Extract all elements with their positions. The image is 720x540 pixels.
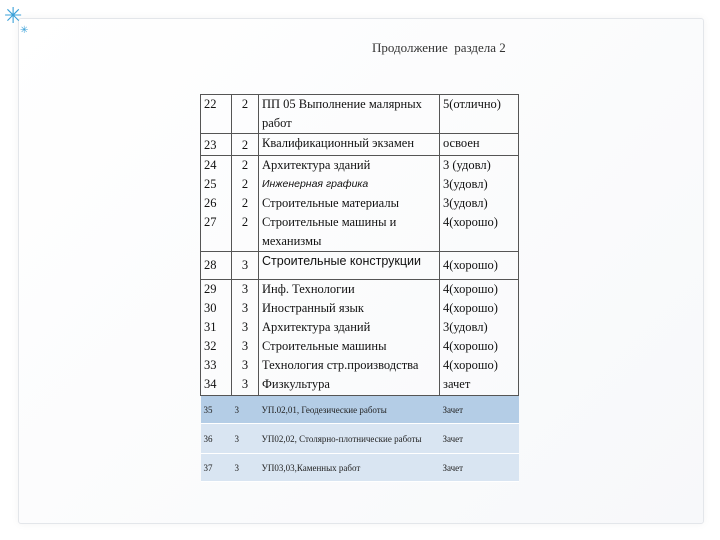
row-course: 3	[241, 339, 249, 353]
table-row	[201, 424, 519, 454]
row-subject: Архитектура зданий	[262, 158, 371, 172]
row-subject: Строительные конструкции	[259, 252, 440, 280]
row-subject: Иностранный язык	[262, 301, 364, 315]
sparkle-icon: ✳	[20, 25, 29, 36]
row-course: 2	[232, 95, 259, 134]
row-subject: УП02,02, Столярно-плотнические работы	[259, 424, 440, 454]
sparkle-icon: ✳	[4, 4, 23, 29]
page-title: Продолжение раздела 2	[372, 40, 506, 55]
row-number: 36	[201, 424, 232, 454]
row-subject: Архитектура зданий	[262, 320, 371, 334]
row-course: 3	[241, 282, 249, 296]
row-number: 23	[201, 134, 232, 156]
row-number-group	[201, 156, 232, 252]
row-number: 27	[204, 215, 217, 229]
row-number: 37	[201, 454, 232, 482]
row-grade: Зачет	[440, 454, 519, 482]
row-grade-group	[440, 280, 519, 396]
row-number: 22	[201, 95, 232, 134]
row-course: 2	[241, 215, 249, 229]
row-number: 28	[201, 252, 232, 280]
row-subject: Квалификационный экзамен	[259, 134, 440, 156]
row-grade: 4(хорошо)	[440, 252, 519, 280]
row-grade: 4(хорошо)	[443, 301, 498, 315]
row-subject: Строительные материалы	[262, 196, 399, 210]
row-course: 3	[241, 320, 249, 334]
row-grade: 3(удовл)	[443, 320, 488, 334]
row-subject: УП.02,01, Геодезические работы	[259, 396, 440, 424]
grades-table	[200, 94, 519, 482]
row-course: 2	[241, 196, 249, 210]
table-row	[201, 156, 519, 252]
row-number: 32	[204, 339, 217, 353]
row-grade: 4(хорошо)	[443, 282, 498, 296]
row-grade: 3(удовл)	[443, 177, 488, 191]
row-subject-group	[259, 280, 440, 396]
row-number: 24	[204, 158, 217, 172]
row-course: 2	[241, 177, 249, 191]
row-grade: 4(хорошо)	[443, 339, 498, 353]
row-number: 33	[204, 358, 217, 372]
row-subject: УП03,03,Каменных работ	[259, 454, 440, 482]
row-course: 2	[241, 158, 249, 172]
table-row	[201, 134, 519, 156]
row-grade: Зачет	[440, 396, 519, 424]
row-grade: освоен	[440, 134, 519, 156]
row-course: 3	[241, 377, 249, 391]
row-subject: Инженерная графика	[262, 178, 369, 190]
row-grade: Зачет	[440, 424, 519, 454]
row-grade: зачет	[443, 377, 471, 391]
row-course-group	[232, 156, 259, 252]
row-number-group	[201, 280, 232, 396]
row-grade: 5(отлично)	[440, 95, 519, 134]
row-subject: Строительные машины	[262, 339, 387, 353]
row-number: 30	[204, 301, 217, 315]
row-subject: Инф. Технологии	[262, 282, 355, 296]
row-subject: Технология стр.производства	[262, 358, 419, 372]
table-row	[201, 396, 519, 424]
row-number: 26	[204, 196, 217, 210]
row-grade: 4(хорошо)	[443, 215, 498, 229]
row-course-group	[232, 280, 259, 396]
row-course: 3	[232, 396, 259, 424]
table-row	[201, 454, 519, 482]
row-number: 29	[204, 282, 217, 296]
row-course: 3	[232, 424, 259, 454]
row-subject: Строительные машины и механизмы	[262, 215, 397, 248]
row-grade: 3(удовл)	[443, 196, 488, 210]
row-number: 25	[204, 177, 217, 191]
table-row	[201, 95, 519, 134]
row-grade-group	[440, 156, 519, 252]
row-subject: ПП 05 Выполнение малярных работ	[259, 95, 440, 134]
row-course: 3	[241, 358, 249, 372]
row-course: 2	[232, 134, 259, 156]
row-subject-group	[259, 156, 440, 252]
row-number: 35	[201, 396, 232, 424]
row-course: 3	[232, 454, 259, 482]
table-row	[201, 280, 519, 396]
row-grade: 4(хорошо)	[443, 358, 498, 372]
row-number: 34	[204, 377, 217, 391]
row-grade: 3 (удовл)	[443, 158, 491, 172]
table-row	[201, 252, 519, 280]
row-course: 3	[232, 252, 259, 280]
row-course: 3	[241, 301, 249, 315]
row-number: 31	[204, 320, 217, 334]
row-subject: Физкультура	[262, 377, 330, 391]
